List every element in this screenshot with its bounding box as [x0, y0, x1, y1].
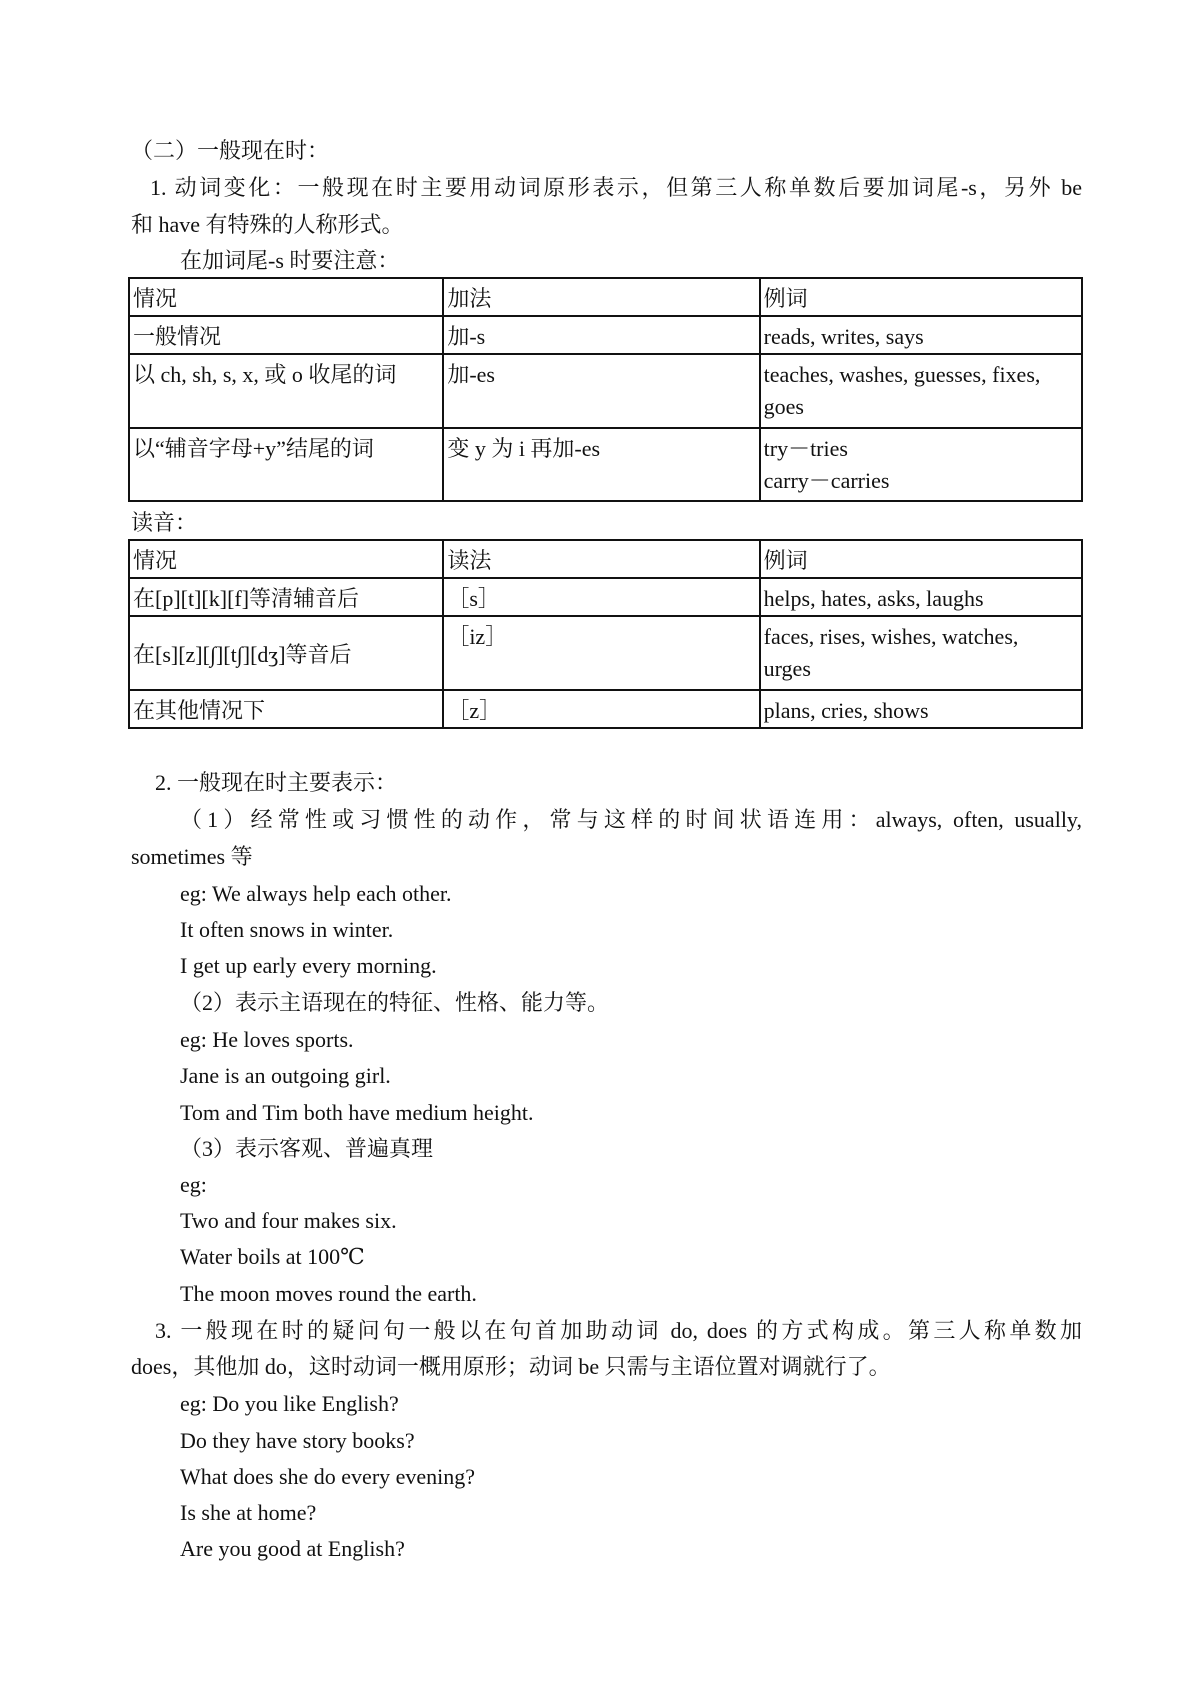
example-sentence: eg: — [180, 1172, 207, 1197]
table-header-row — [129, 278, 1082, 316]
table-row — [129, 354, 1082, 428]
table-row — [129, 690, 1082, 728]
example-sentence: What does she do every evening? — [180, 1464, 476, 1489]
example-sentence: It often snows in winter. — [180, 917, 394, 942]
example-words-cont: goes — [763, 394, 804, 419]
usage-3: （3）表示客观、普遍真理 — [180, 1136, 434, 1161]
pronunciation-label: 读音： — [131, 510, 198, 535]
table-cell: 一般情况 — [129, 316, 443, 354]
example-sentence: The moon moves round the earth. — [180, 1281, 477, 1306]
pronunciation-table — [128, 539, 1083, 729]
table-row — [129, 616, 1082, 690]
example-words-cont: urges — [763, 656, 811, 681]
header-cell: 情况 — [129, 278, 443, 316]
table-row — [129, 428, 1082, 501]
usage-2: （2）表示主语现在的特征、性格、能力等。 — [180, 990, 610, 1015]
example-sentence: eg: We always help each other. — [180, 881, 452, 906]
table-cell — [760, 316, 1082, 354]
question-rule-line-2: does，其他加 do，这时动词一概用原形；动词 be 只需与主语位置对调就行了。 — [131, 1354, 891, 1379]
section-title: （二）一般现在时： — [131, 138, 330, 163]
example-sentence: Two and four makes six. — [180, 1208, 397, 1233]
example-words: helps, hates, asks, laughs — [763, 586, 984, 611]
header-cell: 情况 — [129, 540, 443, 578]
example-sentence: Jane is an outgoing girl. — [180, 1063, 391, 1088]
header-cell: 读法 — [443, 540, 759, 578]
table-header-row — [129, 540, 1082, 578]
example-sentence: I get up early every morning. — [180, 953, 437, 978]
example-words: teaches, washes, guesses, fixes, — [763, 362, 1041, 387]
table-row — [129, 316, 1082, 354]
header-cell: 例词 — [760, 278, 1082, 316]
example-sentence: Do they have story books? — [180, 1428, 415, 1453]
table-cell — [760, 428, 1082, 501]
table-cell: 加-s — [443, 316, 759, 354]
usage-title: 2. 一般现在时主要表示： — [155, 770, 398, 795]
header-cell: 加法 — [443, 278, 759, 316]
suffix-rules-table — [128, 277, 1083, 502]
suffix-note: 在加词尾-s 时要注意： — [180, 248, 400, 273]
table-cell: 在[s][z][∫][t∫][dʒ]等音后 — [129, 616, 443, 690]
example-words: reads, writes, says — [763, 324, 924, 349]
table-cell: ［iz］ — [443, 616, 759, 690]
rule-1-line-2: 和 have 有特殊的人称形式。 — [131, 212, 404, 237]
table-cell: 以 ch, sh, s, x, 或 o 收尾的词 — [129, 354, 443, 428]
usage-1-line-1: （1）经常性或习惯性的动作，常与这样的时间状语连用：always, often, usually, — [180, 807, 1082, 832]
header-cell: 例词 — [760, 540, 1082, 578]
example-words: try－tries — [763, 436, 848, 461]
example-sentence: Water boils at 100℃ — [180, 1244, 365, 1269]
table-cell: 加-es — [443, 354, 759, 428]
table-cell — [760, 578, 1082, 616]
example-sentence: Are you good at English? — [180, 1536, 405, 1561]
table-cell — [760, 690, 1082, 728]
table-cell: 以“辅音字母+y”结尾的词 — [129, 428, 443, 501]
example-sentence: Is she at home? — [180, 1500, 317, 1525]
usage-1-line-2: sometimes 等 — [131, 844, 253, 869]
rule-1-line-1: 1. 动词变化：一般现在时主要用动词原形表示，但第三人称单数后要加词尾-s，另外 be — [150, 175, 1082, 200]
example-sentence: eg: He loves sports. — [180, 1027, 354, 1052]
example-words: faces, rises, wishes, watches, — [763, 624, 1019, 649]
table-cell — [760, 354, 1082, 428]
table-cell: 在[p][t][k][f]等清辅音后 — [129, 578, 443, 616]
example-words: plans, cries, shows — [763, 698, 929, 723]
question-rule-line-1: 3. 一般现在时的疑问句一般以在句首加助动词 do, does 的方式构成。第三人称单数加 — [155, 1318, 1082, 1343]
table-cell — [760, 616, 1082, 690]
table-cell: ［z］ — [443, 690, 759, 728]
example-sentence: eg: Do you like English? — [180, 1391, 399, 1416]
table-row — [129, 578, 1082, 616]
table-cell: 在其他情况下 — [129, 690, 443, 728]
example-sentence: Tom and Tim both have medium height. — [180, 1100, 534, 1125]
table-cell: 变 y 为 i 再加-es — [443, 428, 759, 501]
example-words-cont: carry－carries — [763, 468, 890, 493]
table-cell: ［s］ — [443, 578, 759, 616]
